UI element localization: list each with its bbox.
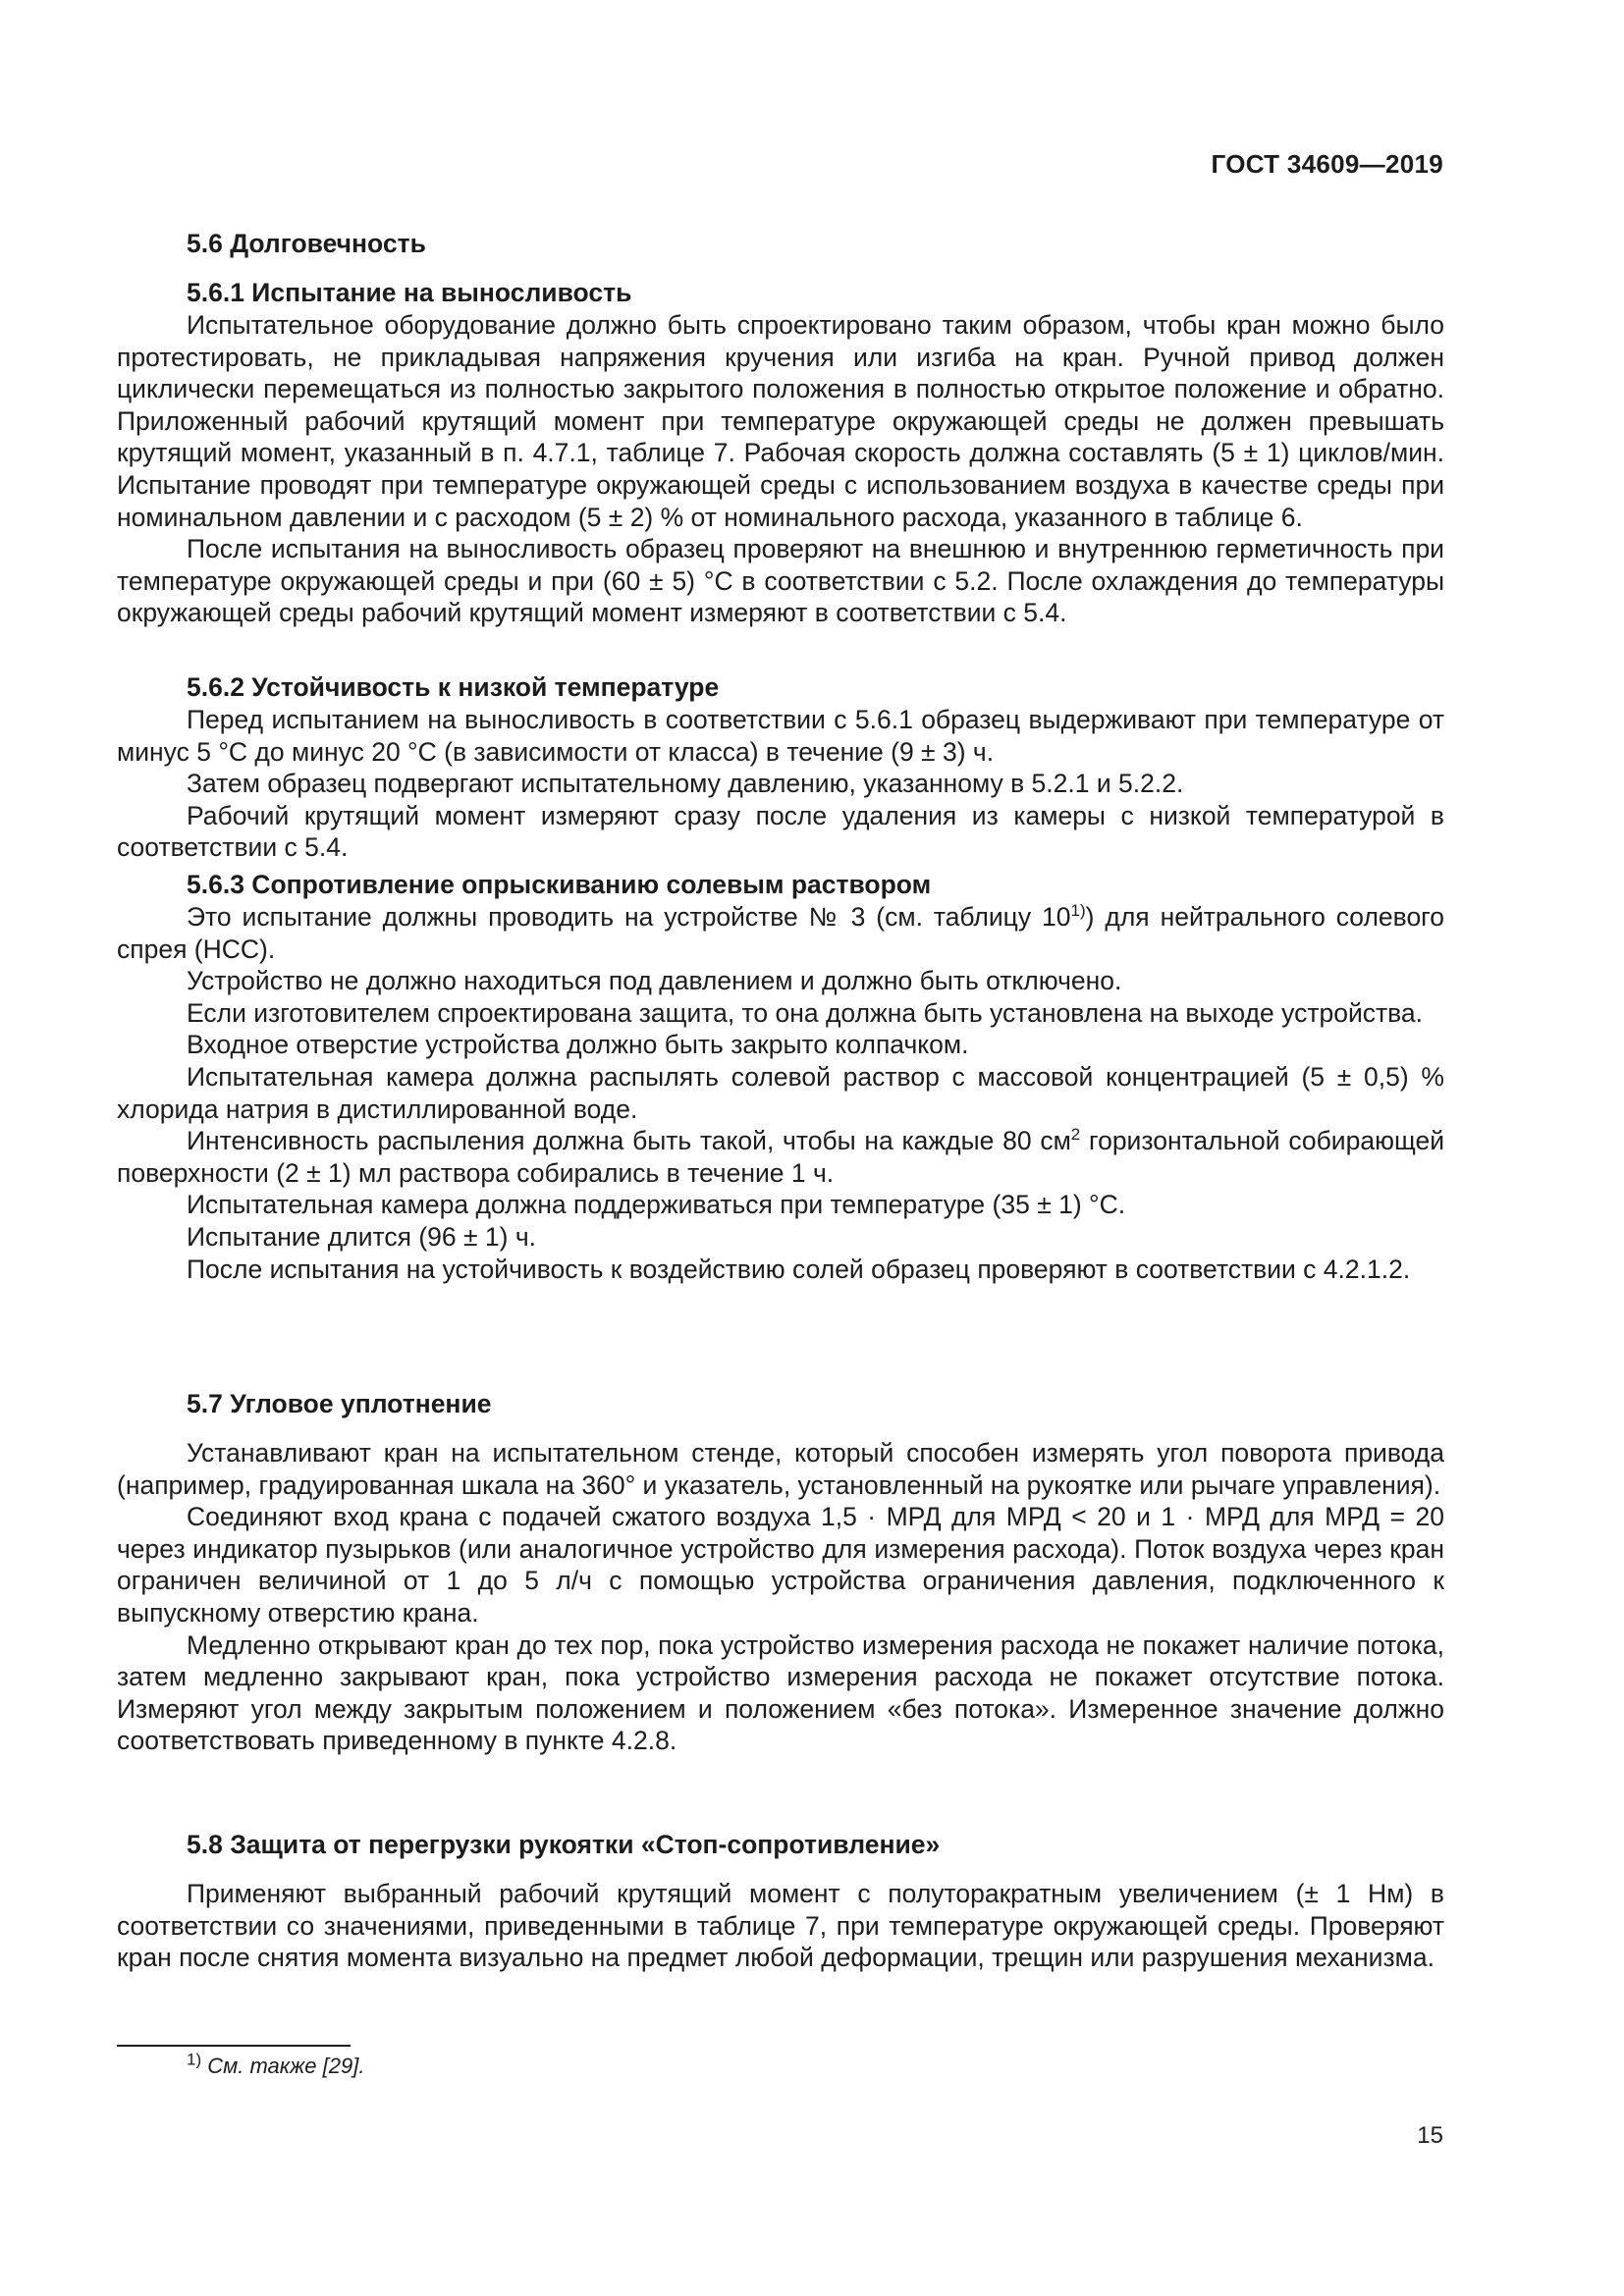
section-heading: 5.7 Угловое уплотнение [187,1389,492,1418]
footnote-text: См. также [29]. [207,2054,365,2078]
section-5-8 [117,1829,1444,1974]
section-heading: 5.6 Долговечность [187,229,426,258]
paragraph: После испытания на устойчивость к воздействию солей образец проверяют в соответствии с 4.2.1.2. [187,1254,1411,1284]
section-heading: 5.6.2 Устойчивость к низкой температуре [187,672,720,702]
paragraph: Интенсивность распыления должна быть такой, чтобы на каждые 80 $см^2$ горизонтальной собирающей поверхности (2 ± 1) мл раствора собирались в течение 1 ч. [117,1125,1444,1188]
paragraph: Устанавливают кран на испытательном стенде, который способен измерять угол поворота привода (например, градуированная шкала на 360° и указатель, установленный на рукоятке или рычаге управления). [117,1438,1444,1500]
document-header: ГОСТ 34609—2019 [1211,149,1443,179]
paragraph: Это испытание должны проводить на устройстве № 3 (см. таблицу 10$^{1)}$) для нейтрального солевого спрея (НСС). [117,901,1444,964]
section-5-6-3 [117,869,1444,1285]
paragraph: После испытания на выносливость образец проверяют на внешнюю и внутреннюю герметичность при температуре окружающей среды и при (60 ± 5) °С в соответствии с 5.2. После охлаждения до температуры окружающей среды рабочий крутящий момент измеряют в соответствии с 5.4. [117,534,1444,628]
footnote-marker: 1) [187,2050,202,2069]
paragraph: Если изготовителем спроектирована защита, то она должна быть установлена на выходе устройства. [187,997,1424,1028]
page-number: 15 [1417,2122,1443,2149]
section-heading: 5.6.3 Сопротивление опрыскиванию солевым раствором [187,870,932,899]
paragraph: Испытательная камера должна поддерживаться при температуре (35 ± 1) °С. [187,1190,1126,1220]
section-5-7 [117,1388,1444,1757]
section-heading: 5.8 Защита от перегрузки рукоятки «Стоп-сопротивление» [187,1830,941,1859]
paragraph: Устройство не должно находиться под давлением и должно быть отключено. [187,966,1122,996]
paragraph: Перед испытанием на выносливость в соответствии с 5.6.1 образец выдерживают при температуре от минус 5 °С до минус 20 °С (в зависимости от класса) в течение (9 ± 3) ч. [117,705,1444,767]
footnote-reference: 1) [1070,901,1086,921]
section-5-6-2 [117,671,1444,864]
paragraph: Применяют выбранный рабочий крутящий момент с полуторакратным увеличением (± 1 Нм) в соответствии со значениями, приведенными в таблице 7, при температуре окружающей среды. Проверяют кран после снятия момента визуально на предмет любой деформации, трещин или разрушения механизма. [117,1879,1444,1973]
paragraph: Испытательное оборудование должно быть спроектировано таким образом, чтобы кран можно было протестировать, не прикладывая напряжения кручения или изгиба на кран. Ручной привод должен циклически перемещаться из полностью закрытого положения в полностью открытое положение и обратно. Приложенный рабочий крутящий момент при температуре окружающей среды не должен превышать крутящий момент, указанный в п. 4.7.1, таблице 7. Рабочая скорость должна составлять (5 ± 1) циклов/мин. Испытание проводят при температуре окружающей среды с использованием воздуха в качестве среды при номинальном давлении и с расходом (5 ± 2) % от номинального расхода, указанного в таблице 6. [117,310,1444,532]
paragraph: Входное отверстие устройства должно быть закрыто колпачком. [187,1030,969,1060]
paragraph: Соединяют вход крана с подачей сжатого воздуха 1,5 · МРД для МРД < 20 и 1 · МРД для МРД = 20 через индикатор пузырьков (или аналогичное устройство для измерения расхода). Поток воздуха через кран ограничен величиной от 1 до 5 л/ч с помощью устройства ограничения давления, подключенного к выпускному отверстию крана. [117,1502,1444,1628]
paragraph: Медленно открывают кран до тех пор, пока устройство измерения расхода не покажет наличие потока, затем медленно закрывают кран, пока устройство измерения расхода не покажет отсутствие потока. Измеряют угол между закрытым положением и положением «без потока». Измеренное значение должно соответствовать приведенному в пункте 4.2.8. [117,1629,1444,1756]
superscript: 2 [1070,1125,1081,1145]
paragraph: Испытание длится (96 ± 1) ч. [187,1221,537,1252]
paragraph: Испытательная камера должна распылять солевой раствор с массовой концентрацией (5 ± 0,5) % хлорида натрия в дистиллированной воде. [117,1061,1444,1124]
section-heading: 5.6.1 Испытание на выносливость [187,278,632,307]
footnote-separator [117,2045,351,2047]
footnote [187,2050,365,2080]
section-5-6 [117,228,1444,260]
paragraph: Затем образец подвергают испытательному давлению, указанному в 5.2.1 и 5.2.2. [187,769,1184,799]
section-5-6-1 [117,277,1444,629]
paragraph: Рабочий крутящий момент измеряют сразу после удаления из камеры с низкой температурой в соответствии с 5.4. [117,800,1444,863]
